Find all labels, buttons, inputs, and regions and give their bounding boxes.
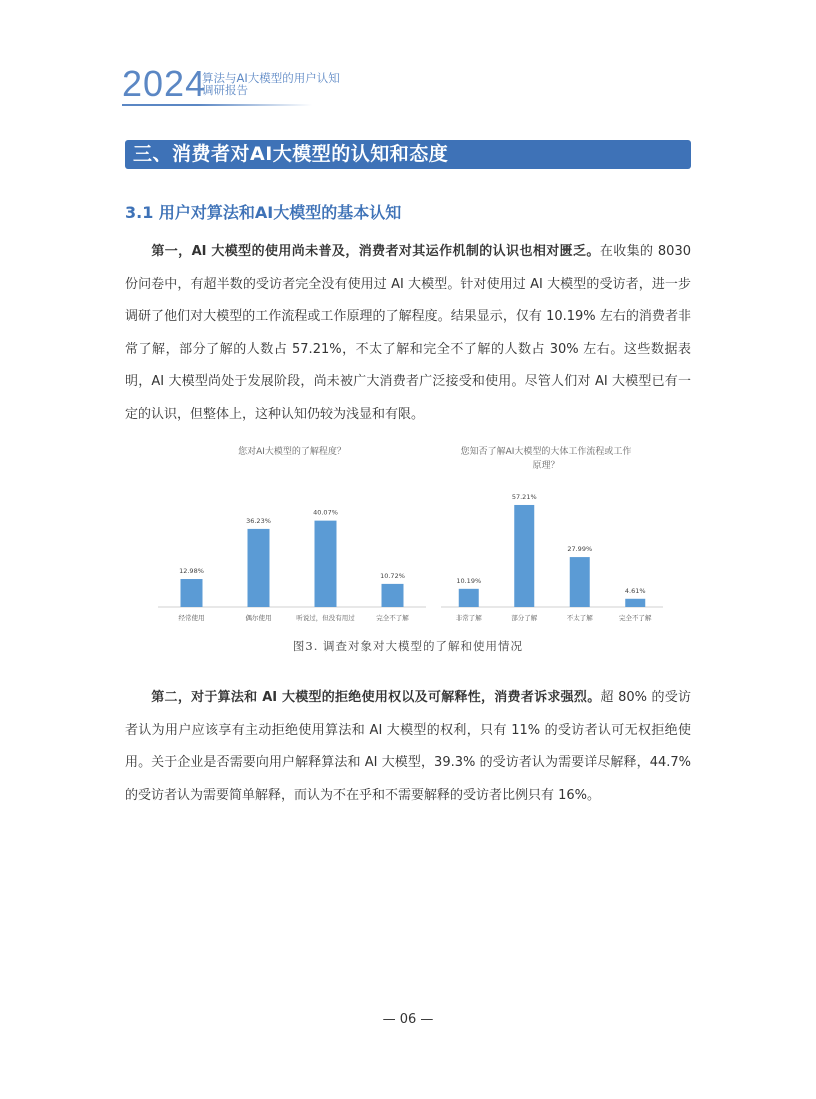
chart-1-data-label-4: 10.72%: [380, 571, 405, 580]
chart-ai-workflow-understanding: [437, 440, 667, 630]
logo-underline: [122, 104, 312, 106]
chart-ai-workflow-svg: [437, 440, 667, 630]
figure-caption: 图3. 调查对象对大模型的了解和使用情况: [292, 639, 524, 653]
chart-2-title-line1: 您知否了解AI大模型的大体工作流程或工作: [460, 447, 632, 457]
chart-2-bar-4: [625, 599, 645, 607]
chart-1-title: 您对AI大模型的了解程度？: [238, 447, 346, 457]
logo-year: 2024: [122, 63, 207, 104]
chart-2-data-label-1: 10.19%: [456, 576, 482, 585]
paragraph-1: [125, 236, 691, 432]
report-logo: [122, 64, 422, 112]
paragraph-1-lead: 第一，AI 大模型的使用尚未普及，消费者对其运作机制的认识也相对匮乏。: [151, 244, 600, 259]
chart-1-bar-4: [382, 584, 404, 607]
chart-ai-familiarity: [154, 440, 426, 630]
chart-2-title-line2: 原理？: [532, 461, 560, 471]
chart-2-data-label-2: 57.21%: [511, 492, 537, 501]
chart-2-data-label-4: 4.61%: [624, 586, 646, 595]
chart-1-tick-label-3: 听说过，但没有用过: [296, 614, 355, 622]
logo-title-line1: 算法与AI大模型的用户认知: [202, 71, 340, 85]
chart-2-tick-label-2: 部分了解: [511, 614, 538, 622]
chart-2-data-label-3: 27.99%: [567, 545, 593, 554]
chart-2-bar-3: [570, 557, 590, 607]
chart-1-tick-label-1: 经常使用: [178, 614, 205, 622]
chart-1-data-label-1: 12.98%: [179, 567, 204, 576]
chart-2-tick-label-3: 不太了解: [566, 614, 593, 622]
chart-1-data-label-3: 40.07%: [313, 508, 338, 517]
page-number: — 06 —: [382, 1012, 434, 1027]
chart-1-bar-3: [315, 521, 337, 607]
chart-1-bar-1: [181, 579, 203, 607]
logo-title-line2: 调研报告: [202, 83, 248, 97]
paragraph-2: [125, 682, 691, 812]
chart-1-bar-2: [248, 529, 270, 607]
paragraph-2-body: 超 80% 的受访者认为用户应该享有主动拒绝使用算法和 AI 大模型的权利，只有 11% 的受访者认可无权拒绝使用。关于企业是否需要向用户解释算法和 AI 大模型，39.3% 的受访者认为需要详尽解释，44.7% 的受访者认为需要简单解释，而认为不在乎和不需要解释的受访者比例只有 16%。: [125, 690, 691, 803]
paragraph-2-lead: 第二，对于算法和 AI 大模型的拒绝使用权以及可解释性，消费者诉求强烈。: [151, 690, 601, 705]
subsection-title: 3.1 用户对算法和AI大模型的基本认知: [125, 203, 402, 222]
paragraph-1-body: 在收集的 8030 份问卷中，有超半数的受访者完全没有使用过 AI 大模型。针对使用过 AI 大模型的受访者，进一步调研了他们对大模型的工作流程或工作原理的了解程度。结果显示，仅有 10.19% 左右的消费者非常了解，部分了解的人数占 57.21%，不太了解和完全不了解的人数占 30% 左右。这些数据表明，AI 大模型尚处于发展阶段，尚未被广大消费者广泛接受和使用。尽管人们对 AI 大模型已有一定的认识，但整体上，这种认知仍较为浅显和有限。: [125, 244, 691, 422]
chart-1-tick-label-4: 完全不了解: [376, 614, 409, 622]
chart-1-data-label-2: 36.23%: [246, 516, 271, 525]
chart-2-tick-label-4: 完全不了解: [619, 614, 652, 622]
chart-2-bar-1: [459, 589, 479, 607]
chart-2-tick-label-1: 非常了解: [455, 614, 482, 622]
chart-2-bar-2: [514, 505, 534, 607]
chart-1-tick-label-2: 偶尔使用: [245, 614, 272, 622]
section-title: 三、消费者对AI大模型的认知和态度: [125, 140, 691, 169]
chart-ai-familiarity-svg: [154, 440, 426, 630]
